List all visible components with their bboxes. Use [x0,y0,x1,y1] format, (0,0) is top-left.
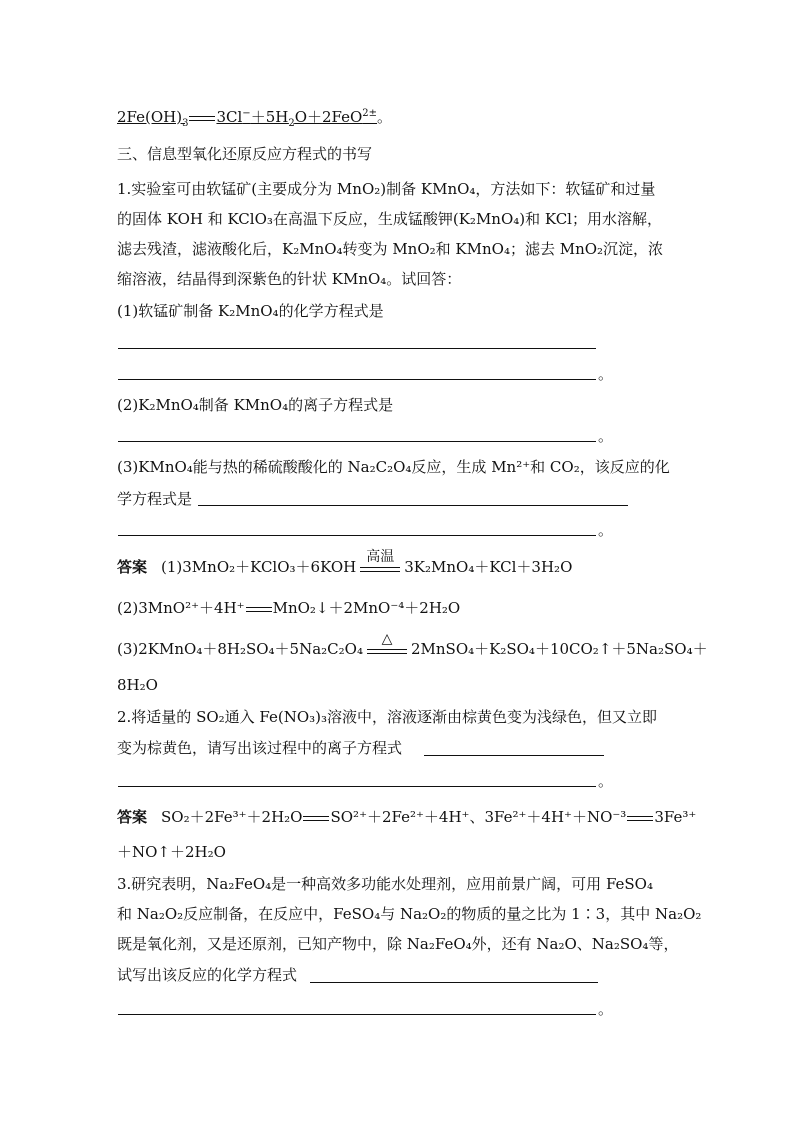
answer2-eq-cont: ＋NO↑＋2H₂O [117,843,226,861]
answer-blank[interactable] [118,379,596,380]
period: 。 [598,1000,614,1018]
q3-text-line: 3.研究表明，Na₂FeO₄是一种高效多功能水处理剂，应用前景广阔，可用 FeSO₄ [117,875,653,893]
answer-blank[interactable] [118,348,596,349]
q1-text-line: 滤去残渣，滤液酸化后，K₂MnO₄转变为 MnO₂和 KMnO₄；滤去 MnO₂沉淀，浓 [117,240,664,258]
reaction-condition-equals: 高温 [358,556,402,578]
answer-blank[interactable] [118,535,596,536]
q3-text-line: 既是氧化剂，又是还原剂，已知产物中，除 Na₂FeO₄外，还有 Na₂O、Na₂SO₄等， [117,935,679,953]
q2-text-line: 变为棕黄色，请写出该过程中的离子方程式 [117,739,403,757]
answer-label: 答案 [117,808,148,826]
equals-sign [189,116,215,121]
q3-text-line: 和 Na₂O₂反应制备，在反应中，FeSO₄与 Na₂O₂的物质的量之比为 1∶3，其中 Na₂O₂ [117,905,702,923]
q3-text-line: 试写出该反应的化学方程式 [117,966,298,984]
q1-text-line: 的固体 KOH 和 KClO₃在高温下反应，生成锰酸钾(K₂MnO₄)和 KCl；用水溶解， [117,210,662,228]
q1-sub2-prompt: (2)K₂MnO₄制备 KMnO₄的离子方程式是 [117,396,394,414]
q1-text-line: 1.实验室可由软锰矿(主要成分为 MnO₂)制备 KMnO₄，方法如下：软锰矿和过量 [117,180,656,198]
section-title: 三、信息型氧化还原反应方程式的书写 [117,145,373,163]
answer2-eq: 答案 SO₂＋2Fe³⁺＋2H₂O SO²⁺＋2Fe²⁺＋4H⁺、3Fe²⁺＋4H⁺＋NO⁻³ 3Fe³⁺ [117,808,697,826]
period: 。 [598,427,614,445]
answer1-eq3-cont: 8H₂O [117,676,158,694]
q1-sub3-prompt: (3)KMnO₄能与热的稀硫酸酸化的 Na₂C₂O₄反应，生成 Mn²⁺和 CO₂，该反应的化 [117,458,670,476]
top-equation-fragment: $2Fe(OH)_3$ $3Cl^-+5H_2O+2FeO^{2\pm}$。 [117,108,393,129]
answer-blank[interactable] [198,505,628,506]
equals-sign [246,607,272,612]
answer-label: 答案 [117,558,148,576]
answer-blank[interactable] [424,755,604,756]
answer-blank[interactable] [118,441,596,442]
equals-sign [303,816,329,821]
reaction-condition-equals: △ [365,638,409,660]
q1-text-line: 缩溶液，结晶得到深紫色的针状 KMnO₄。试回答： [117,270,462,288]
q1-sub3-prompt: 学方程式是 [117,490,193,508]
answer1-eq1: 答案 (1)3MnO₂＋KClO₃＋6KOH 高温 3K₂MnO₄＋KCl＋3H₂O [117,549,573,576]
period: 。 [598,772,614,790]
answer1-eq2: (2)3MnO²⁺＋4H⁺ MnO₂↓＋2MnO⁻⁴＋2H₂O [117,599,461,617]
period: 。 [598,365,614,383]
answer1-eq3: (3)2KMnO₄＋8H₂SO₄＋5Na₂C₂O₄ △ 2MnSO₄＋K₂SO₄＋10CO₂↑＋5Na₂SO₄＋ [117,631,708,658]
q1-sub1-prompt: (1)软锰矿制备 K₂MnO₄的化学方程式是 [117,302,384,320]
q2-text-line: 2.将适量的 SO₂通入 Fe(NO₃)₃溶液中，溶液逐渐由棕黄色变为浅绿色，但又立即 [117,708,658,726]
answer-blank[interactable] [118,1014,596,1015]
answer-blank[interactable] [310,982,598,983]
period: 。 [598,521,614,539]
equals-sign [627,816,653,821]
answer-blank[interactable] [118,786,596,787]
